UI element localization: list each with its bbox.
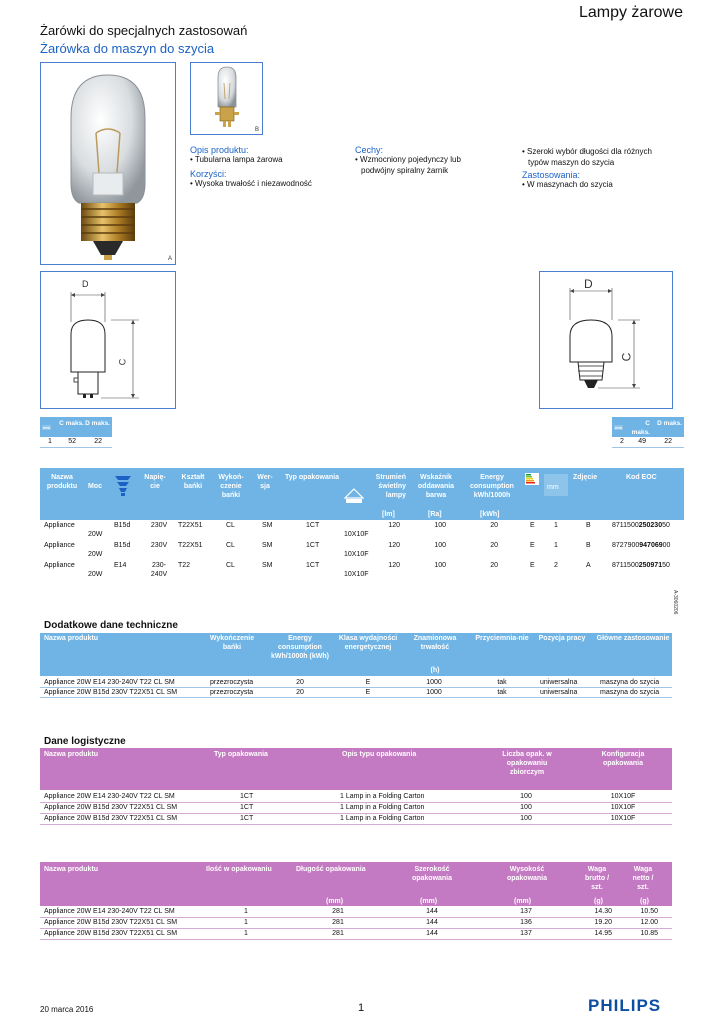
main-cell-pack: 1CT [306, 522, 320, 529]
tech-cell: przezroczysta [210, 689, 254, 696]
drawing-right-c: C [619, 352, 634, 362]
pkg-h-qty: Ilość w opakowaniu [206, 866, 272, 873]
main-h-eoc: Kod EOC [626, 474, 657, 481]
pkg-h-length: Długość opakowania [296, 866, 366, 873]
main-h-lumen: Strumień świetlny lampy [375, 474, 406, 499]
logistics-row-divider [40, 824, 672, 825]
packaging-cell: 281 [332, 919, 344, 926]
drawing-left-d: D [82, 279, 89, 289]
main-cell-cap: B15d [114, 522, 131, 529]
dim-right-v-d: 22 [664, 438, 672, 445]
pkg-h-net: Waga netto / szt. [632, 866, 654, 891]
opis-item: • Tubularna lampa żarowa [190, 155, 283, 164]
tech-h-life-unit: (h) [430, 667, 440, 674]
tech-row-divider [40, 697, 672, 698]
drawing-left-frame [40, 271, 176, 409]
main-cell-finish: CL [226, 542, 235, 549]
tech-cell: 20 [296, 689, 304, 696]
main-cell-photo: B [586, 542, 591, 549]
dim-left-h-d: D maks. [85, 420, 110, 427]
packaging-cell: 144 [426, 919, 438, 926]
main-unit-kwh: [kWh] [480, 511, 500, 518]
zastosowania-item: • W maszynach do szycia [522, 180, 613, 189]
drawing-right-frame [539, 271, 673, 409]
packaging-cell: 144 [426, 930, 438, 937]
packaging-cell: 14.30 [594, 908, 612, 915]
logistics-cell: 100 [520, 793, 532, 800]
eoc-pre: 8727900 [612, 542, 640, 549]
eoc-pre: 8711500 [612, 562, 639, 569]
main-h-voltage: Napię-cie [144, 474, 166, 490]
pkg-h-name: Nazwa produktu [44, 866, 99, 873]
log-h-name: Nazwa produktu [44, 751, 99, 758]
main-cell-cap: B15d [114, 542, 131, 549]
main-h-version: Wer-sja [257, 474, 273, 490]
tech-h-energy: Energy consumption kWh/1000h (kWh) [271, 635, 329, 660]
energy-label-icon [525, 472, 539, 490]
tech-cell: E [365, 679, 371, 686]
main-unit-lm: [lm] [382, 511, 395, 518]
main-h-name: Nazwa produktu [46, 474, 78, 490]
logistics-cell: 10X10F [610, 793, 636, 800]
tech-cell: 1000 [426, 689, 442, 696]
tech-section-title: Dodatkowe dane techniczne [44, 620, 178, 631]
main-cell-pack: 1CT [306, 542, 320, 549]
packaging-cell: 1 [244, 908, 248, 915]
main-cell-power: 20W [88, 531, 103, 538]
packaging-cell: 281 [332, 908, 344, 915]
main-cell-lumen: 120 [388, 562, 400, 569]
packaging-cell: 14.95 [594, 930, 612, 937]
footer-date: 20 marca 2016 [40, 1005, 94, 1014]
main-cell-eclass: E [530, 542, 535, 549]
logistics-section-title: Dane logistyczne [44, 736, 126, 747]
bulb-e14-image [41, 63, 175, 264]
drawing-left-c: C [117, 358, 128, 366]
pkg-h-gross: Waga brutto / szt. [584, 866, 610, 891]
packaging-cell: 1 [244, 930, 248, 937]
tech-cell: przezroczysta [210, 679, 254, 686]
dim-left-v-d: 22 [94, 438, 102, 445]
dim-right-h-mm: mm [615, 425, 623, 430]
dimension-drawing-left [41, 272, 175, 408]
tech-cell: maszyna do szycia [600, 689, 660, 696]
main-cell-mm: 2 [554, 562, 558, 569]
photo-b-label: B [254, 127, 259, 133]
main-cell-voltage: 230V [150, 522, 168, 529]
main-cell-energy: 20 [490, 542, 498, 549]
main-h-energy: Energy consumption kWh/1000h [470, 474, 514, 499]
logistics-cell: 100 [520, 815, 532, 822]
logistics-cell: 100 [520, 804, 532, 811]
eoc-post: 50 [662, 522, 670, 529]
main-cell-photo: B [586, 522, 591, 529]
main-cell-energy: 20 [490, 562, 498, 569]
log-h-pack-desc: Opis typu opakowania [342, 751, 417, 758]
dim-right-v-c: 49 [638, 438, 646, 445]
logistics-cell: 10X10F [610, 815, 636, 822]
main-cell-shape: T22 [178, 562, 191, 569]
eoc-bold: 947069 [639, 542, 663, 549]
tech-cell: uniwersalna [540, 689, 578, 696]
pkg-h-height: Wysokość opakowania [506, 866, 548, 882]
main-cell-ra: 100 [434, 562, 446, 569]
logistics-cell: 1 Lamp in a Folding Carton [340, 804, 425, 811]
main-cell-photo: A [586, 562, 591, 569]
log-h-count: Liczba opak. w opakowaniu zbiorczym [502, 751, 552, 776]
dim-right-h-c: C maks. [631, 420, 650, 436]
eoc-post: 50 [662, 562, 670, 569]
logistics-cell: 10X10F [610, 804, 636, 811]
pkg-unit-length: (mm) [326, 898, 344, 905]
tech-h-application: Główne zastosowanie [596, 635, 670, 642]
main-cell-mm: 1 [554, 542, 558, 549]
main-cell-eclass: E [530, 522, 535, 529]
main-h-photo: Zdjęcie [573, 474, 598, 481]
tech-h-life: Znamionowa trwałość [413, 635, 457, 651]
tech-cell: tak [497, 679, 507, 686]
product-title: Żarówka do maszyn do szycia [40, 41, 215, 56]
logistics-cell: 1CT [240, 815, 254, 822]
packaging-cell: 281 [332, 930, 344, 937]
tech-h-name: Nazwa produktu [44, 635, 99, 642]
main-cell-finish: CL [226, 522, 235, 529]
main-cell-cap: E14 [114, 562, 127, 569]
packaging-cell: 137 [520, 908, 532, 915]
logistics-cell: Appliance 20W B15d 230V T22X51 CL SM [44, 804, 178, 811]
main-cell-eclass: E [530, 562, 535, 569]
main-h-finish: Wykoń-czenie bańki [218, 474, 244, 499]
main-unit-ra: [Ra] [428, 511, 442, 518]
pkg-unit-height: (mm) [514, 898, 532, 905]
cechy-item: • Wzmocniony pojedynczy lub [355, 155, 461, 164]
main-cell-voltage: 230-240V [150, 562, 168, 578]
col3-item: • Szeroki wybór długości dla różnych [522, 147, 652, 156]
main-cell-name: Appliance [44, 562, 75, 569]
log-h-config: Konfiguracja opakowania [601, 751, 645, 767]
dim-left-v-c: 52 [68, 438, 76, 445]
description-col-3 [522, 147, 692, 191]
dim-table-right [612, 417, 684, 448]
main-cell-voltage: 230V [150, 542, 168, 549]
photo-a-label: A [167, 256, 172, 262]
main-cell-eoc [612, 521, 670, 530]
opis-title: Opis produktu: [190, 145, 249, 155]
main-cell-version: SM [262, 562, 273, 569]
main-cell-version: SM [262, 522, 273, 529]
category-title: Lampy żarowe [578, 4, 683, 21]
pkg-h-width: Szerokość opakowania [411, 866, 453, 882]
cechy-title: Cechy: [355, 145, 384, 155]
zastosowania-title: Zastosowania: [522, 170, 581, 180]
packaging-cell: 12.00 [640, 919, 658, 926]
main-h-ra: Wskaźnik oddawania barwa [417, 474, 455, 499]
main-cell-ra: 100 [434, 522, 446, 529]
main-h-shape: Kształt bańki [181, 474, 205, 490]
philips-logo: PHILIPS [588, 996, 662, 1015]
pkg-unit-width: (mm) [420, 898, 438, 905]
tech-cell: 20 [296, 679, 304, 686]
main-cell-power: 20W [88, 551, 103, 558]
main-cell-name: Appliance [44, 542, 75, 549]
description-col-2 [355, 145, 505, 176]
packaging-cell: Appliance 20W B15d 230V T22X51 CL SM [44, 919, 178, 926]
korzysci-item: • Wysoka trwałość i niezawodność [190, 178, 312, 188]
eoc-pre: 8711500 [612, 522, 639, 529]
main-cell-eoc [612, 561, 670, 570]
lamp-lumen-icon [344, 488, 364, 509]
eoc-bold: 250230 [638, 522, 663, 529]
main-h-pack: Typ opakowania [285, 474, 339, 481]
packaging-cell: 137 [520, 930, 532, 937]
footer-page: 1 [358, 1002, 365, 1014]
dim-left-h-mm: mm [43, 425, 51, 430]
main-cell-power: 20W [88, 571, 103, 578]
main-cell-version: SM [262, 542, 273, 549]
main-cell-name: Appliance [44, 522, 75, 529]
tech-h-position: Pozycja pracy [538, 635, 586, 642]
dim-right-h-d: D maks. [657, 420, 682, 427]
drawing-right-d: D [584, 277, 593, 291]
packaging-cell: 10.85 [640, 930, 658, 937]
tech-cell: 1000 [426, 679, 442, 686]
description-col-1 [190, 145, 340, 189]
tech-h-dimm: Przyciemnia-nie [475, 635, 529, 642]
photo-a-frame [40, 62, 176, 265]
main-cell-mm: 1 [554, 522, 558, 529]
dim-table-left [40, 417, 112, 448]
tech-cell: maszyna do szycia [600, 679, 660, 686]
logistics-cell: Appliance 20W B15d 230V T22X51 CL SM [44, 815, 178, 822]
doc-code: A-3060206 [672, 590, 678, 615]
log-h-pack: Typ opakowania [214, 751, 268, 758]
family-title: Żarówki do specjalnych zastosowań [40, 23, 248, 38]
logistics-cell: 1 Lamp in a Folding Carton [340, 793, 425, 800]
main-cell-pack2: 10X10F [344, 571, 369, 578]
eoc-bold: 250971 [638, 562, 663, 569]
main-cell-lumen: 120 [388, 522, 400, 529]
dim-left-v-mm: 1 [48, 438, 52, 445]
main-h-mm: mm [547, 484, 559, 491]
photo-b-frame [190, 62, 263, 135]
tech-cell: tak [497, 689, 507, 696]
tech-cell: E [365, 689, 371, 696]
tech-cell: uniwersalna [540, 679, 578, 686]
main-cell-pack: 1CT [306, 562, 320, 569]
dimension-drawing-right [540, 272, 672, 408]
main-cell-shape: T22X51 [178, 522, 203, 529]
packaging-cell: Appliance 20W E14 230-240V T22 CL SM [44, 908, 175, 915]
main-cell-pack2: 10X10F [344, 531, 369, 538]
dim-left-h-c: C maks. [59, 420, 84, 427]
tech-cell: Appliance 20W E14 230-240V T22 CL SM [44, 679, 175, 686]
main-h-power: Moc [88, 483, 102, 490]
bulb-b15d-image [191, 63, 262, 134]
packaging-cell: Appliance 20W B15d 230V T22X51 CL SM [44, 930, 178, 937]
korzysci-title: Korzyści: [190, 168, 227, 179]
main-cell-eoc [612, 541, 670, 550]
main-cell-energy: 20 [490, 522, 498, 529]
main-cell-ra: 100 [434, 542, 446, 549]
tech-h-finish: Wykończenie bańki [209, 635, 255, 651]
packaging-cell: 136 [520, 919, 532, 926]
packaging-cell: 144 [426, 908, 438, 915]
main-cell-pack2: 10X10F [344, 551, 369, 558]
tech-h-class: Klasa wydajności energetycznej [338, 635, 398, 651]
col3-item-cont: typów maszyn do szycia [528, 157, 615, 167]
logistics-cell: 1CT [240, 793, 254, 800]
packaging-cell: 10.50 [640, 908, 658, 915]
tech-cell: Appliance 20W B15d 230V T22X51 CL SM [44, 689, 178, 696]
packaging-row-divider [40, 939, 672, 940]
main-cell-lumen: 120 [388, 542, 400, 549]
eoc-post: 00 [662, 542, 671, 549]
logistics-cell: Appliance 20W E14 230-240V T22 CL SM [44, 793, 175, 800]
pkg-unit-net: (g) [640, 898, 649, 905]
cechy-item-cont: podwójny spiralny żarnik [361, 165, 449, 175]
logistics-cell: 1 Lamp in a Folding Carton [340, 815, 425, 822]
cap-icon [114, 475, 132, 502]
packaging-cell: 1 [244, 919, 248, 926]
mm-icon [544, 474, 568, 496]
main-cell-shape: T22X51 [178, 542, 203, 549]
packaging-cell: 19.20 [594, 919, 612, 926]
pkg-unit-gross: (g) [594, 898, 603, 905]
logistics-cell: 1CT [240, 804, 254, 811]
dim-right-v-mm: 2 [620, 438, 624, 445]
main-cell-finish: CL [226, 562, 235, 569]
